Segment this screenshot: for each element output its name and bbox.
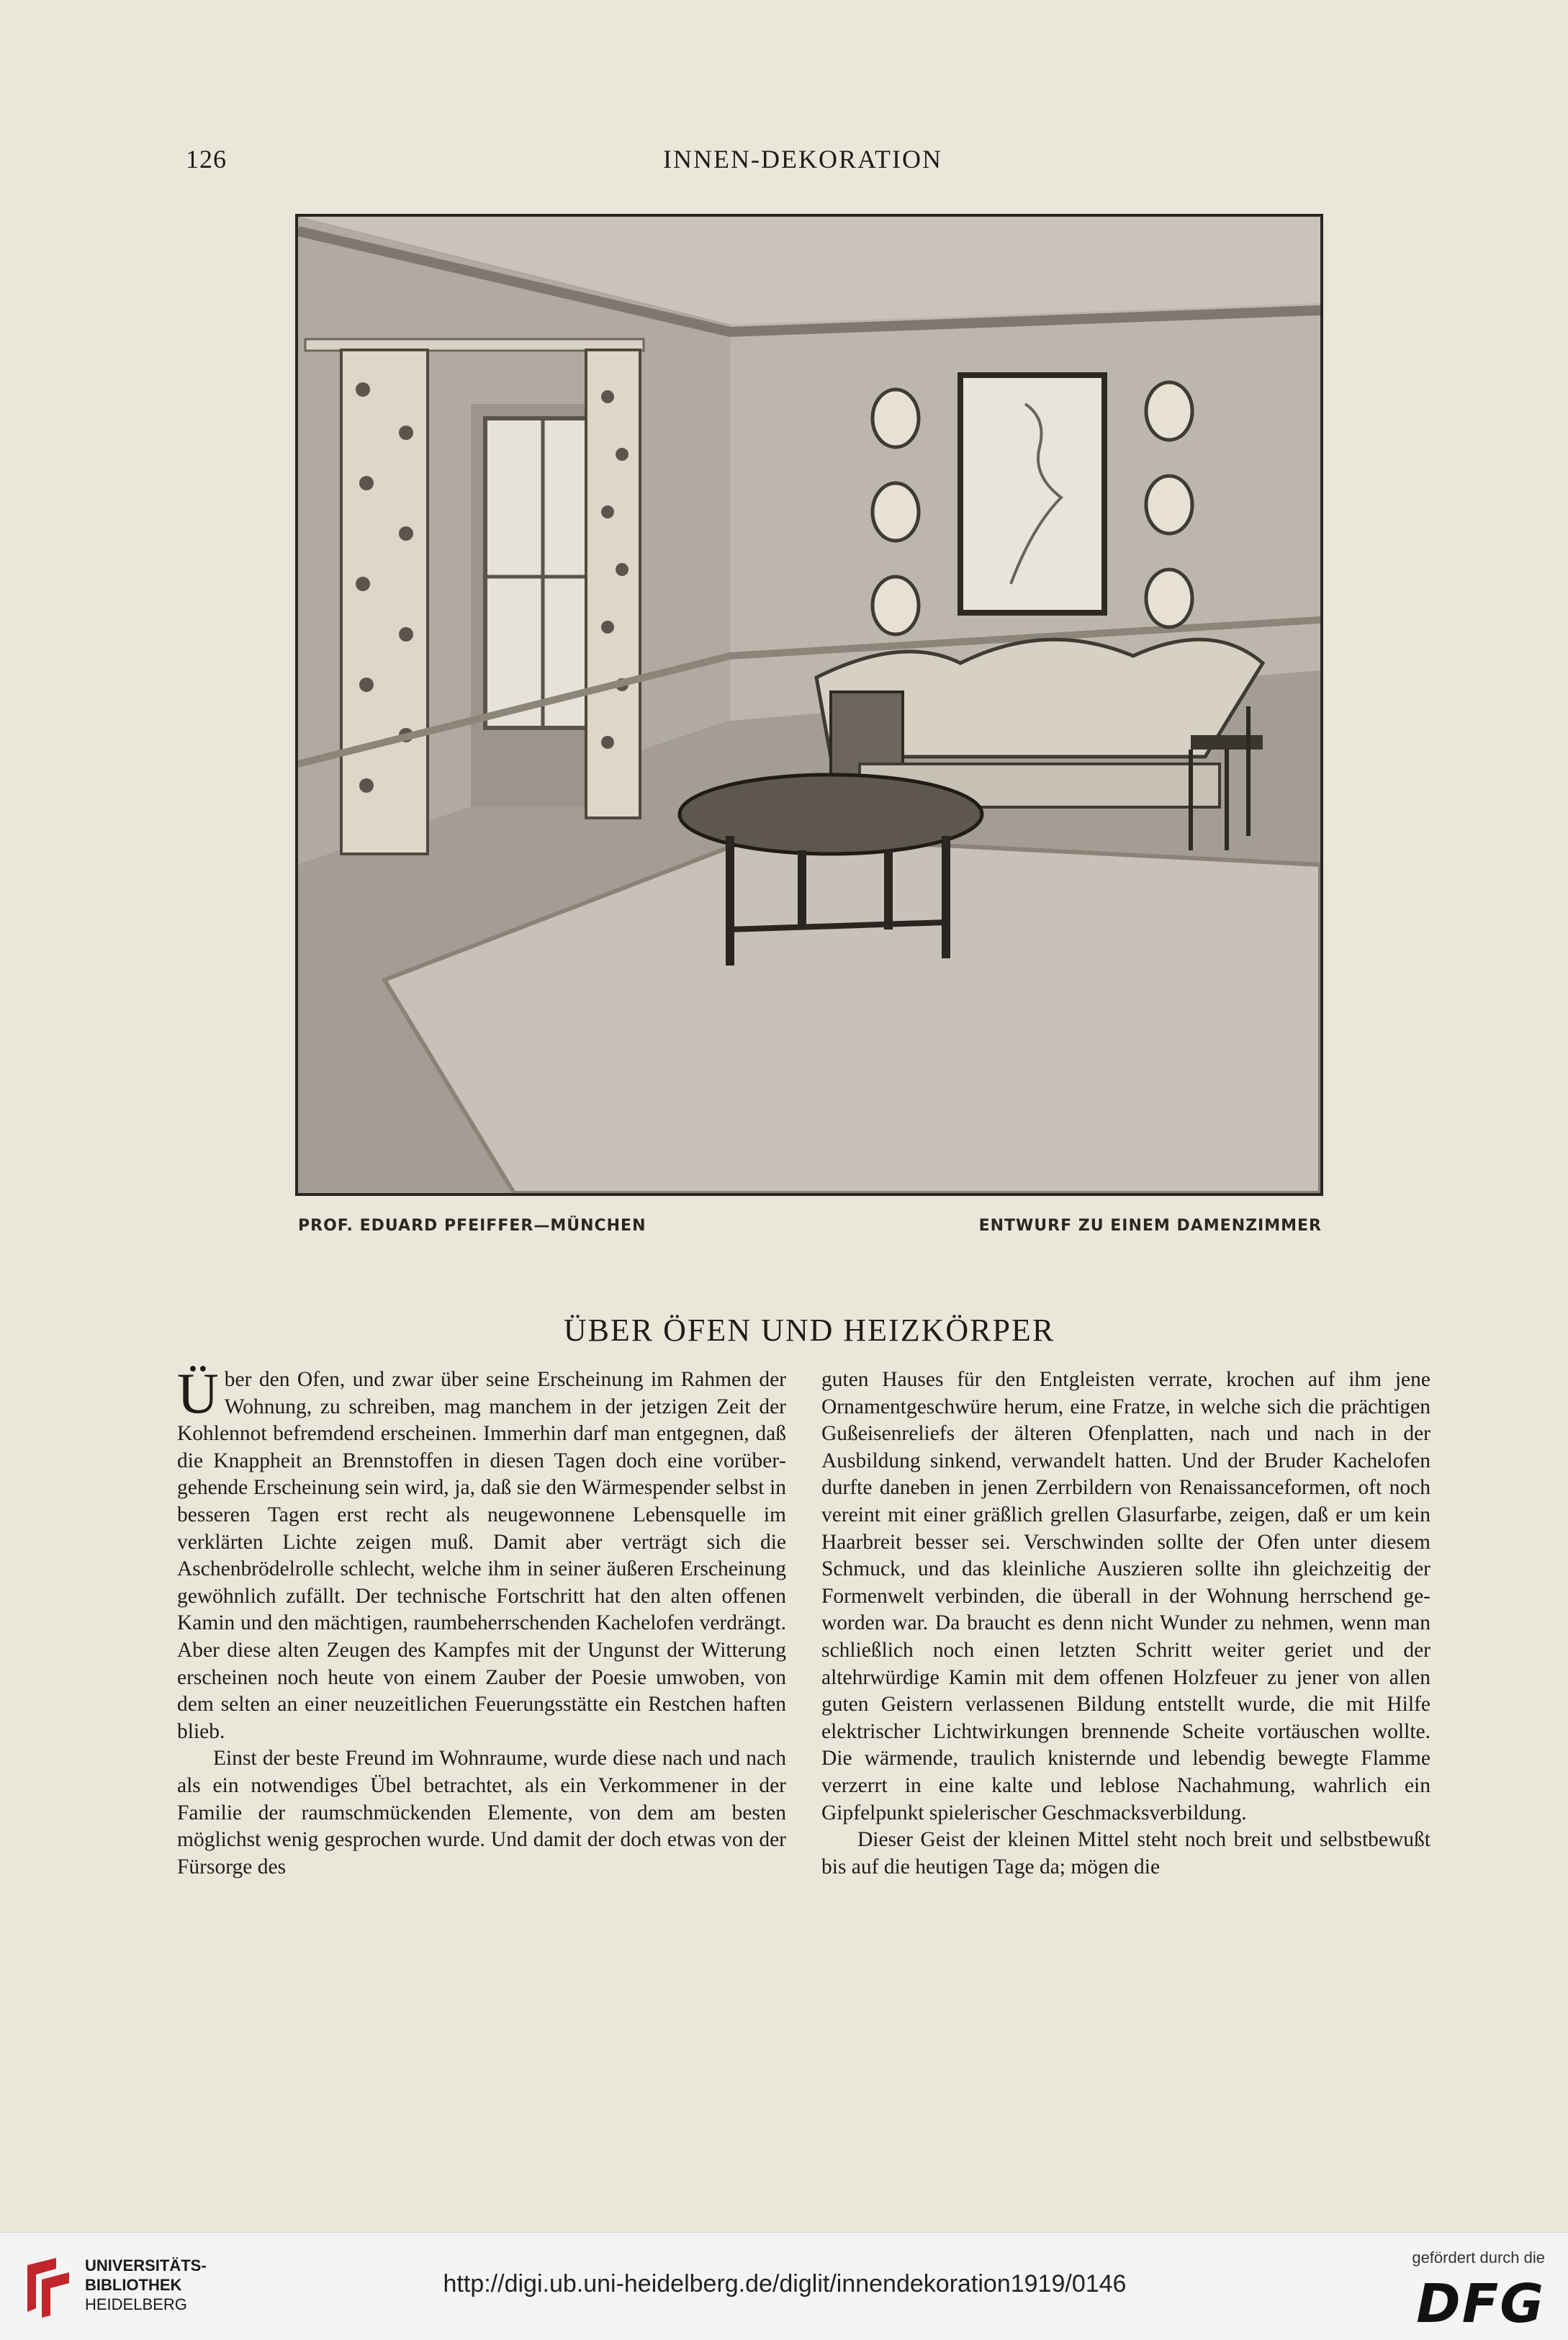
permalink-url[interactable]: http://digi.ub.uni-heidelberg.de/diglit/innendekoration1919/0146 [443,2270,1127,2298]
paragraph: Einst der beste Freund im Wohnraume, wurde diese nach und nach als ein notwendiges Übel betrachtet, als ein Verkommener in der Familie der raumschmückenden Elemente, von dem am besten möglichst wenig gesprochen wurde. Und damit der doch etwas von der Fürsorge des [177,1747,786,1878]
university-library-logo-icon [20,2254,76,2319]
dfg-logo: DFG [1416,2273,1545,2335]
running-head: INNEN-DEKORATION [663,145,942,174]
initial-letter: Ü [177,1362,219,1426]
paragraph-text: ber den Ofen, und zwar über seine Erscheinung im Rahmen der Wohnung, zu schreiben, mag manchem in der jetzigen Zeit der Kohlennot befremdend erscheinen. Immerhin darf man entgegnen, daß die Knappheit an Brennstoffen in diesen Tagen doch eine vorübergehende Erscheinung sein wird, ja, daß sie den Wärmespender selbst in besseren Tagen erst recht als neugewonnene Lebensquelle im verklärten Lichte zeigen muß. Damit aber verträgt sich die Aschenbrödelrolle schlecht, welche ihm in seiner äußeren Erscheinung gewöhnlich zufällt. Der technische Fortschritt hat den alten offenen Kamin und den mächtigen, raumbeherrschenden Kachelofen verdrängt. Aber diese alten Zeugen des Kampfes mit der Ungunst der Witterung erscheinen noch heute von einem Zauber der Poesie umwoben, von dem selten an einer neuzeitlichen Feuerungsstätte ein Restchen haften blieb. [177,1368,786,1743]
paragraph: guten Hauses für den Entgleisten verrate, krochen auf ihm jene Ornamentgeschwüre herum, eine Fratze, in welche sich die prächtigen Gußeisenreliefs der älteren Ofenplatten, nach und nach in der Ausbildung sinkend, verwandelt hatten. Und der Bruder Kachelofen durfte daneben in jenen Zerrbildern von Renaissanceformen, oft noch vereint mit einer gräßlich grellen Glasurfarbe, zeigen, daß er um kein Haarbreit besser sei. Verschwinden sollte der Ofen unter diesem Schmuck, und das kleinliche Auszieren sollte ihn gleichzeitig der Formenwelt verbinden, die überall in der Wohnung herrschend geworden war. Da braucht es denn nicht Wunder zu nehmen, wenn man schließlich noch einen letzten Schritt weiter geriet und der altehrwürdige Kamin mit dem offenen Holzfeuer zu jener von allen guten Geistern verlassenen Bildung entstellt wurde, die mit Hilfe elektrischer Lichtwirkungen brennende Scheite vortäuschen wollte. Die wärmende, traulich knisternde und lebendig bewegte Flamme verzerrt in eine kalte und leblose Nachahmung, wahrlich ein Gipfelpunkt spielerischer Geschmacksverbildung. [821,1368,1430,1824]
paragraph: Dieser Geist der kleinen Mittel steht noch breit und selbstbewußt bis auf die heutigen Tage da; mögen die [821,1828,1430,1878]
article-title: ÜBER ÖFEN UND HEIZKÖRPER [563,1313,1055,1348]
digitization-footer [0,2232,1568,2340]
room-drawing [298,217,1320,1193]
interior-illustration [295,214,1323,1196]
library-name: UNIVERSITÄTS- BIBLIOTHEK HEIDELBERG [85,2256,207,2313]
sponsor-label: gefördert durch die [1412,2249,1545,2267]
plate-caption-title: ENTWURF ZU EINEM DAMENZIMMER [978,1217,1322,1235]
page-number: 126 [186,145,227,174]
plate-caption-author: PROF. EDUARD PFEIFFER—MÜNCHEN [298,1217,646,1235]
paragraph [177,1362,786,1745]
text-column-right [821,1367,1430,1881]
text-column-left [177,1362,786,1881]
